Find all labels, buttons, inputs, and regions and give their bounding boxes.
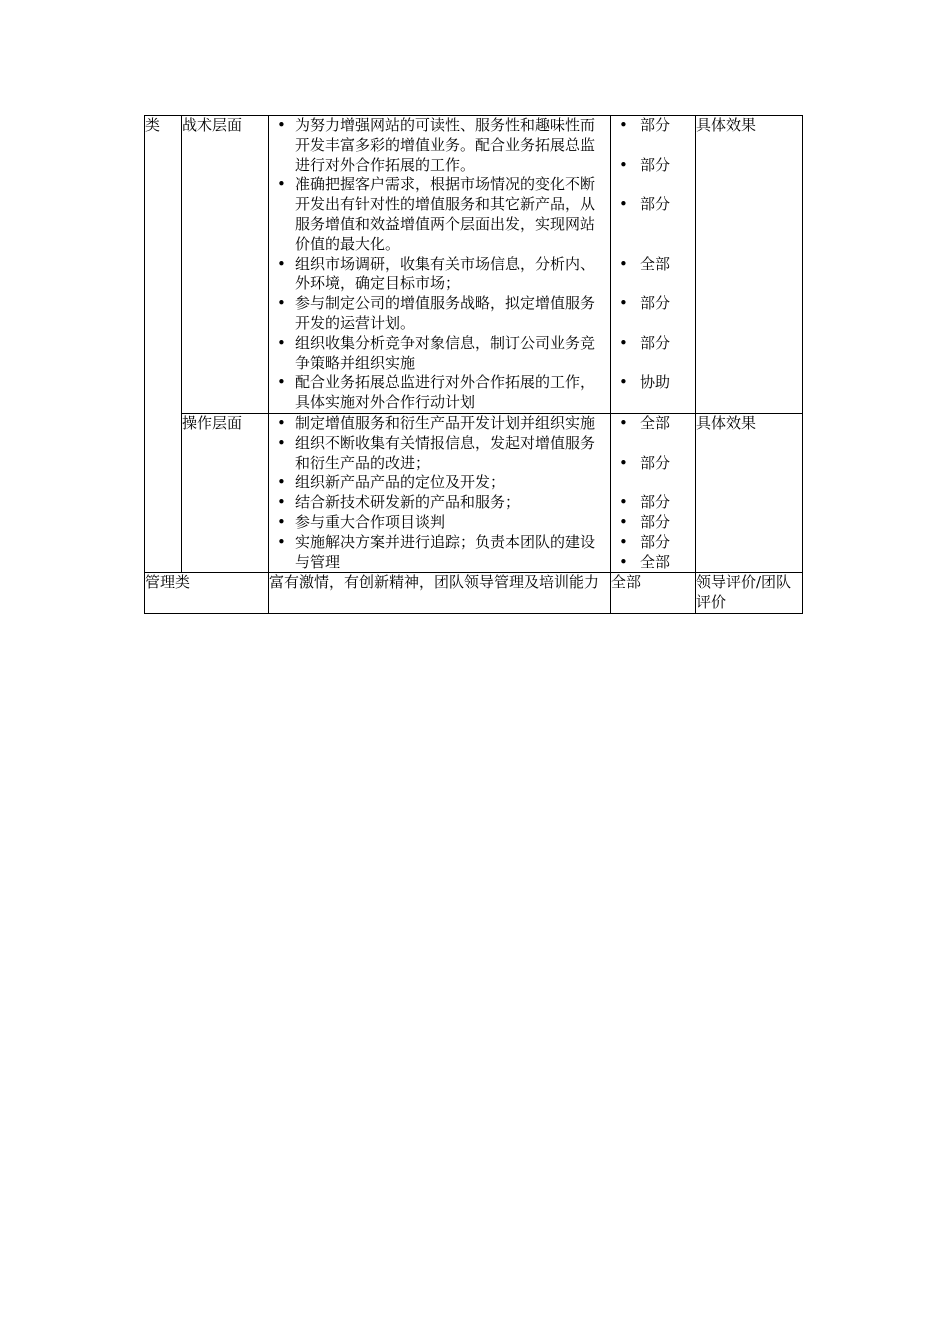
duty-item: • 为努力增强网站的可读性、服务性和趣味性而开发丰富多彩的增值业务。配合业务拓展总监进行对外合作拓展的工作。: [269, 116, 598, 175]
duty-item: • 准确把握客户需求，根据市场情况的变化不断开发出有针对性的增值服务和其它新产品，从服务增值和效益增值两个层面出发，实现网站价值的最大化。: [269, 175, 598, 254]
category-cell: [145, 116, 182, 573]
management-evaluation-cell: [696, 573, 803, 614]
scope-cell-operational: [611, 413, 696, 572]
duty-list-operational: [269, 414, 610, 572]
management-label-cell: [145, 573, 269, 614]
level-cell-operational: [182, 413, 269, 572]
duty-item: • 参与制定公司的增值服务战略，拟定增值服务开发的运营计划。: [269, 294, 598, 334]
duty-list-tactical: [269, 116, 610, 413]
evaluation-label-tactical: 具体效果: [696, 116, 757, 134]
scope-item: • 部分: [611, 334, 695, 354]
level-label-tactical: 战术层面: [182, 116, 243, 134]
scope-cell-tactical: [611, 116, 696, 414]
scope-item: • 部分: [611, 533, 695, 553]
duty-item: • 制定增值服务和衍生产品开发计划并组织实施: [269, 414, 598, 434]
scope-item: • 部分: [611, 294, 695, 314]
table-row-operational: [145, 413, 803, 572]
management-description-cell: [269, 573, 611, 614]
management-label: 管理类: [145, 573, 191, 592]
duty-item: • 组织市场调研，收集有关市场信息，分析内、外环境，确定目标市场；: [269, 255, 598, 295]
management-scope-cell: [611, 573, 696, 614]
level-cell-tactical: [182, 116, 269, 414]
scope-item: • 全部: [611, 255, 695, 275]
duty-item: • 实施解决方案并进行追踪；负责本团队的建设与管理: [269, 533, 598, 573]
table-row-tactical: [145, 116, 803, 414]
scope-item: • 全部: [611, 414, 695, 434]
duty-item: • 组织不断收集有关情报信息，发起对增值服务和衍生产品的改进；: [269, 434, 598, 474]
scope-list-operational: [611, 414, 695, 572]
duties-cell-operational: [269, 413, 611, 572]
level-label-operational: 操作层面: [182, 413, 243, 432]
scope-item: • 部分: [611, 156, 695, 176]
responsibility-table: [144, 115, 803, 614]
evaluation-label-operational: 具体效果: [696, 413, 757, 432]
scope-item: • 部分: [611, 454, 695, 474]
duty-item: • 结合新技术研发新的产品和服务；: [269, 493, 598, 513]
duty-item: • 组织新产品产品的定位及开发；: [269, 473, 598, 493]
scope-item: • 部分: [611, 493, 695, 513]
management-scope: 全部: [611, 573, 642, 592]
scope-item: • 部分: [611, 513, 695, 533]
category-label: 类: [145, 116, 161, 134]
duty-item: • 参与重大合作项目谈判: [269, 513, 598, 533]
evaluation-cell-tactical: [696, 116, 803, 414]
table-row-management: [145, 573, 803, 614]
duties-cell-tactical: [269, 116, 611, 414]
management-evaluation: 领导评价/团队评价: [696, 573, 792, 612]
duty-item: • 组织收集分析竞争对象信息，制订公司业务竞争策略并组织实施: [269, 334, 598, 374]
evaluation-cell-operational: [696, 413, 803, 572]
scope-item: • 协助: [611, 373, 695, 393]
scope-item: • 全部: [611, 553, 695, 573]
scope-list-tactical: [611, 116, 695, 393]
duty-item: • 配合业务拓展总监进行对外合作拓展的工作，具体实施对外合作行动计划: [269, 373, 598, 413]
management-description: 富有激情，有创新精神，团队领导管理及培训能力: [269, 573, 600, 592]
scope-item: • 部分: [611, 116, 695, 136]
scope-item: • 部分: [611, 195, 695, 215]
